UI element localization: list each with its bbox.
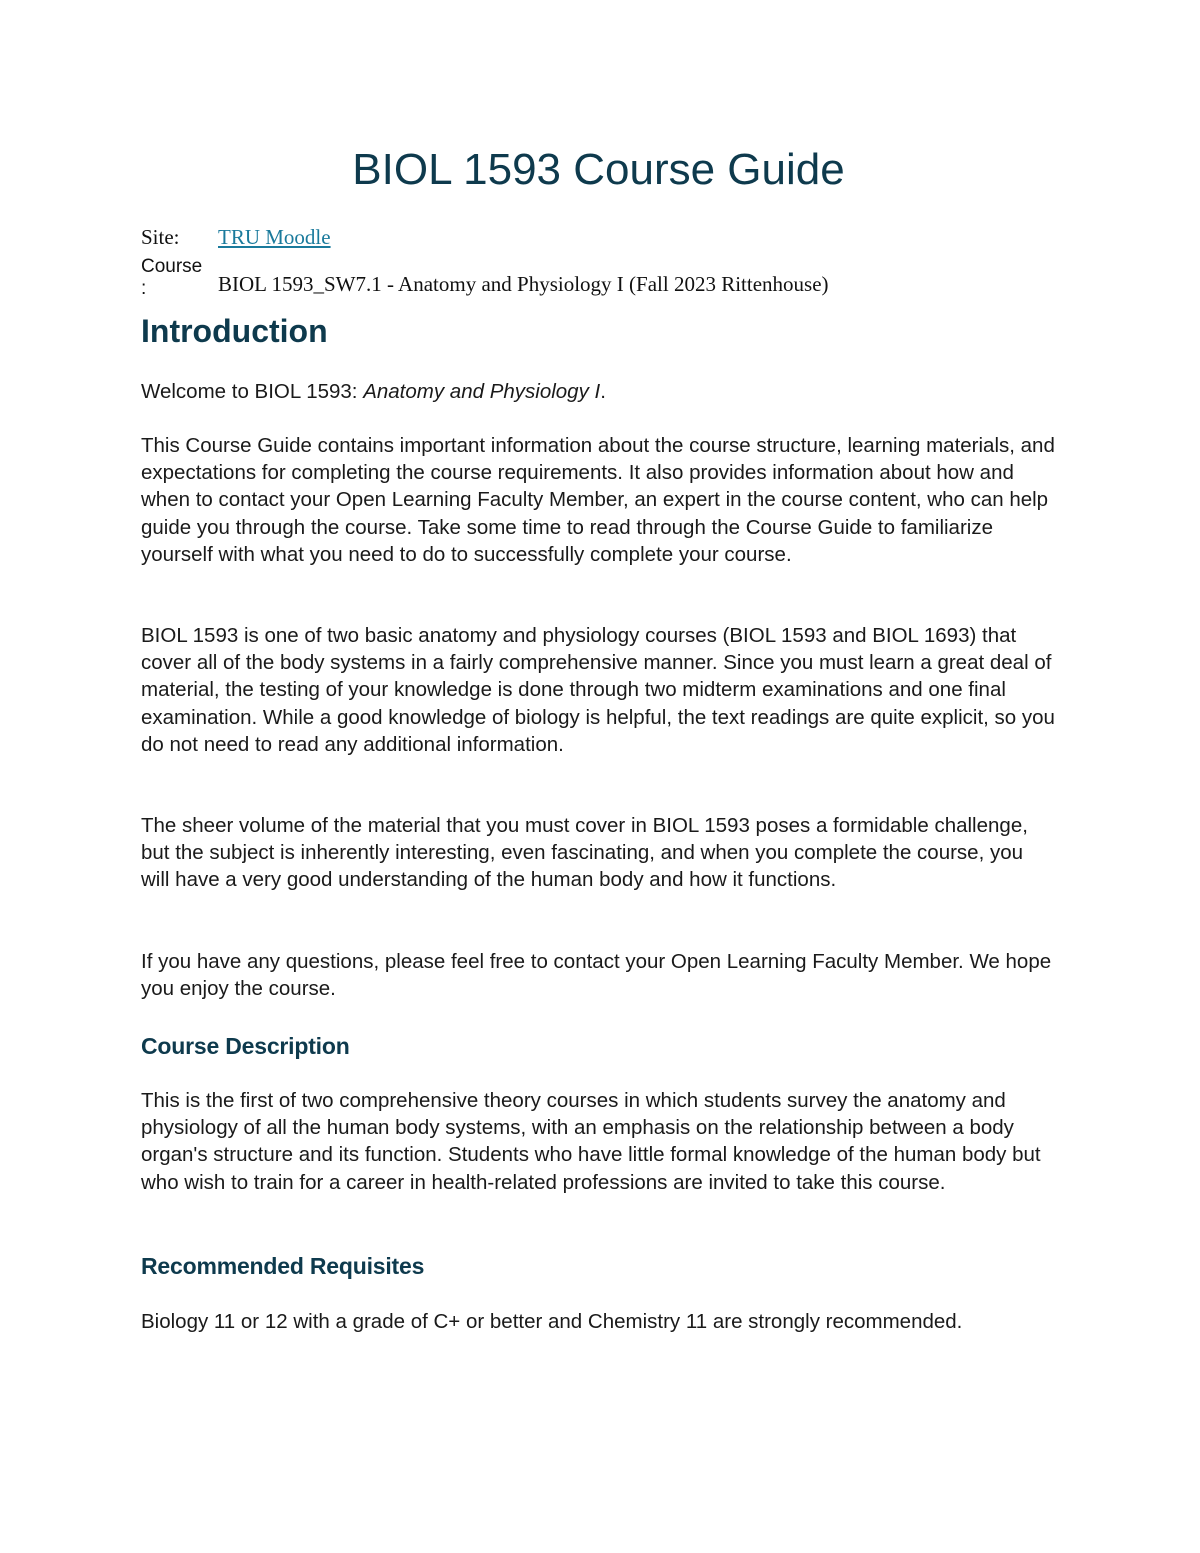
- welcome-suffix: .: [600, 380, 606, 403]
- recommended-requisites-text: Biology 11 or 12 with a grade of C+ or better and Chemistry 11 are strongly recommended.: [141, 1310, 963, 1333]
- course-description-heading: Course Description: [141, 1033, 350, 1059]
- site-label: Site:: [141, 225, 180, 249]
- course-description-text: This is the first of two comprehensive theory courses in which students survey the anatomy and physiology of all the human body systems, with an emphasis on the relationship between a body organ's structure and its function. Students who have little formal knowledge of the human body but who wish to train for a career in health-related professions are invited to take this course.: [141, 1089, 1041, 1194]
- welcome-prefix: Welcome to BIOL 1593:: [141, 380, 364, 403]
- course-label-colon: :: [141, 278, 147, 299]
- welcome-paragraph: [141, 378, 1056, 405]
- site-row: [141, 224, 331, 250]
- course-label: [141, 256, 213, 300]
- page-title: BIOL 1593 Course Guide: [352, 145, 845, 194]
- recommended-requisites-heading: Recommended Requisites: [141, 1253, 425, 1279]
- course-row: [141, 256, 829, 300]
- course-label-text: Course: [141, 256, 203, 277]
- intro-paragraph-3: The sheer volume of the material that you must cover in BIOL 1593 poses a formidable challenge, but the subject is inherently interesting, even fascinating, and when you complete the course, you will have a very good understanding of the human body and how it functions.: [141, 814, 1028, 892]
- site-link[interactable]: TRU Moodle: [218, 225, 331, 249]
- introduction-heading: Introduction: [141, 313, 328, 349]
- welcome-course-name: Anatomy and Physiology I: [363, 380, 601, 403]
- course-value: BIOL 1593_SW7.1 - Anatomy and Physiology I (Fall 2023 Rittenhouse): [218, 272, 829, 296]
- intro-paragraph-1: This Course Guide contains important information about the course structure, learning materials, and expectations for completing the course requirements. It also provides information about how and when to contact your Open Learning Faculty Member, an expert in the course content, who can help guide you through the course. Take some time to read through the Course Guide to familiarize yourself with what you need to do to successfully complete your course.: [141, 434, 1055, 566]
- intro-paragraph-4: If you have any questions, please feel free to contact your Open Learning Faculty Member. We hope you enjoy the course.: [141, 950, 1052, 1001]
- intro-paragraph-2: BIOL 1593 is one of two basic anatomy and physiology courses (BIOL 1593 and BIOL 1693) that cover all of the body systems in a fairly comprehensive manner. Since you must learn a great deal of material, the testing of your knowledge is done through two midterm examinations and one final examination. While a good knowledge of biology is helpful, the text readings are quite explicit, so you do not need to read any additional information.: [141, 624, 1055, 756]
